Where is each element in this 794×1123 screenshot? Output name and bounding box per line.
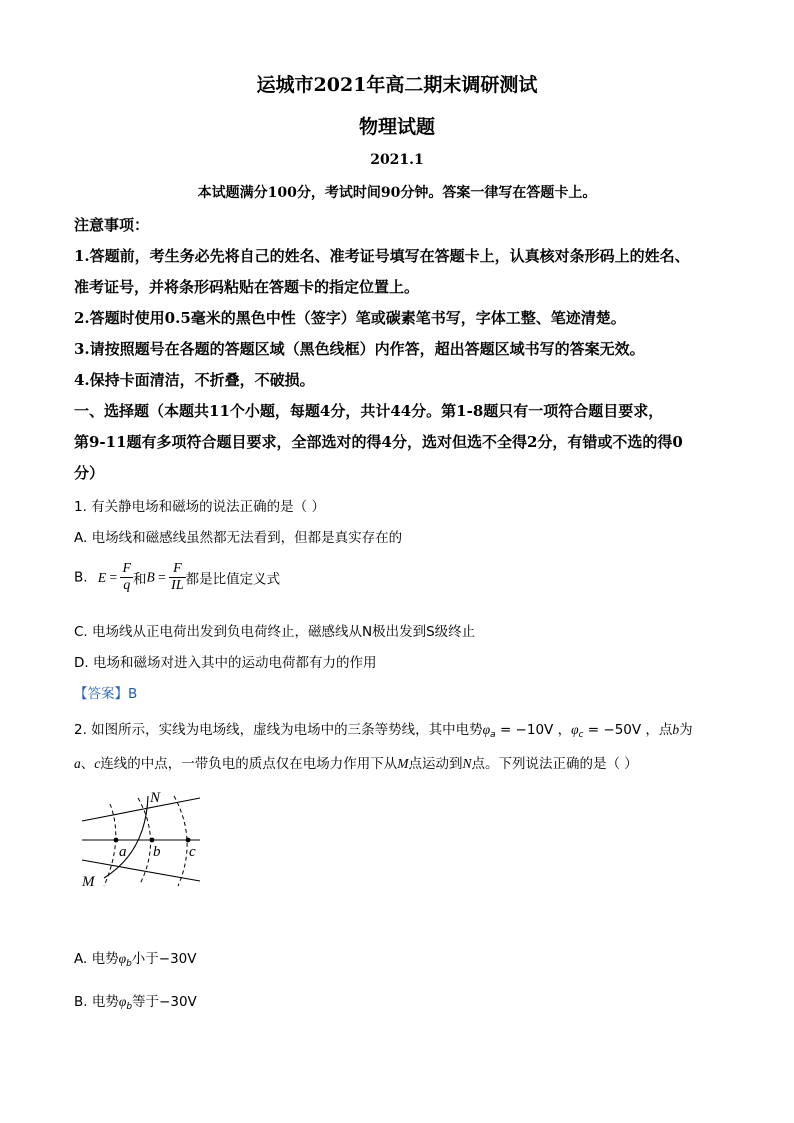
phi-sub-a: a <box>490 730 496 740</box>
fraction-den-il: IL <box>171 578 184 593</box>
subject-title: 物理试题 <box>358 116 435 138</box>
formula-and: 和 <box>133 571 147 588</box>
note-1-line-2: 准考证号，并将条形码粘贴在答题卡的指定位置上。 <box>74 278 420 296</box>
section-1-line-3: 分） <box>74 464 105 482</box>
point-m-letter: M <box>397 756 409 771</box>
q1-option-a: A. 电场线和磁感线虽然都无法看到，但都是真实存在的 <box>74 530 403 546</box>
point-a-letter: a <box>74 756 81 771</box>
phi-symbol-2: φ <box>571 722 579 737</box>
equipotential-c <box>174 796 187 886</box>
q1-option-c: C. 电场线从正电荷出发到负电荷终止，磁感线从N极出发到S级终止 <box>74 624 476 640</box>
q2-option-b-pre: B. 电势 <box>74 994 119 1010</box>
fraction-num-f2: F <box>169 561 185 578</box>
note-2: 2.答题时使用0.5毫米的黑色中性（签字）笔或碳素笔书写，字体工整、笔迹清楚。 <box>74 309 626 327</box>
q2-option-a-post: 小于−30V <box>131 951 197 967</box>
q2-stem-line-2 <box>74 752 638 772</box>
q2-stem-text: 2. 如图所示，实线为电场线，虚线为电场中的三条等势线，其中电势 <box>74 722 483 738</box>
label-a: a <box>119 844 127 860</box>
q2-option-b <box>74 990 197 1012</box>
separator: 、 <box>80 756 95 772</box>
formula-tail: 都是比值定义式 <box>185 571 281 588</box>
formula-equals-2: = <box>154 569 170 585</box>
q2-line2-end: 点。下列说法正确的是（ ） <box>471 756 638 772</box>
section-1-line-2: 第9-11题有多项符合题目要求，全部选对的得4分，选对但选不全得2分，有错或不选的得0 <box>74 433 683 451</box>
q2-stem-tail: 为 <box>679 722 693 738</box>
point-c <box>186 838 191 843</box>
q2-option-b-phi: φ <box>118 994 127 1009</box>
fraction-f-over-q <box>120 561 133 594</box>
fraction-num-f: F <box>122 561 132 576</box>
point-b <box>150 838 155 843</box>
point-b-letter: b <box>672 722 680 737</box>
q1-stem: 1. 有关静电场和磁场的说法正确的是（ ） <box>74 499 325 515</box>
note-1-line-1: 1.答题前，考生务必先将自己的姓名、准考证号填写在答题卡上，认真核对条形码上的姓名、 <box>74 247 690 265</box>
label-c: c <box>189 844 196 860</box>
phi-c-value: = −50V ，点 <box>583 722 673 738</box>
note-4: 4.保持卡面清洁，不折叠，不破损。 <box>74 371 315 389</box>
field-line-top <box>82 798 200 821</box>
phi-sub-c: c <box>578 730 584 740</box>
q2-option-a <box>74 947 197 969</box>
phi-a-value: = −10V ， <box>495 722 572 738</box>
formula-b: B <box>146 569 155 585</box>
phi-symbol: φ <box>482 722 491 737</box>
note-3: 3.请按照题号在各题的答题区域（黑色线框）内作答，超出答题区域书写的答案无效。 <box>74 340 645 358</box>
q1-answer: 【答案】B <box>74 686 138 702</box>
q2-line2-mid: 连线的中点，一带负电的质点仅在电场力作用下从 <box>100 756 398 772</box>
notes-heading: 注意事项： <box>74 216 150 234</box>
formula-e: E <box>97 569 107 585</box>
q1-option-d: D. 电场和磁场对进入其中的运动电荷都有力的作用 <box>74 655 377 671</box>
point-a <box>114 838 119 843</box>
formula-equals-1: = <box>106 569 121 585</box>
point-n-letter: N <box>462 756 472 771</box>
electric-field-figure <box>76 786 206 892</box>
label-b: b <box>153 844 161 860</box>
fraction-f-over-il <box>169 561 185 594</box>
q2-option-b-post: 等于−30V <box>132 994 197 1010</box>
q2-line2-mid2: 点运动到 <box>408 756 463 772</box>
trajectory <box>104 796 148 878</box>
fraction-den-q: q <box>123 578 131 593</box>
q2-stem-line-1 <box>74 718 693 740</box>
q2-option-a-pre: A. 电势 <box>74 951 119 967</box>
label-n: N <box>150 790 161 806</box>
exam-intro: 本试题满分100分，考试时间90分钟。答案一律写在答题卡上。 <box>197 185 597 201</box>
field-line-bottom <box>82 860 200 881</box>
point-c-letter: c <box>94 756 101 771</box>
section-1-line-1: 一、选择题（本题共11个小题，每题4分，共计44分。第1-8题只有一项符合题目要求， <box>74 402 664 420</box>
q2-option-a-sub: b <box>126 959 132 969</box>
label-m: M <box>82 874 95 890</box>
exam-title: 运城市2021年高二期末调研测试 <box>256 74 538 96</box>
q2-option-a-phi: φ <box>118 951 127 966</box>
q2-option-b-sub: b <box>126 1002 133 1012</box>
exam-date: 2021.1 <box>370 152 424 168</box>
q1-option-b <box>74 561 280 594</box>
q1-option-b-label: B. <box>74 569 88 586</box>
